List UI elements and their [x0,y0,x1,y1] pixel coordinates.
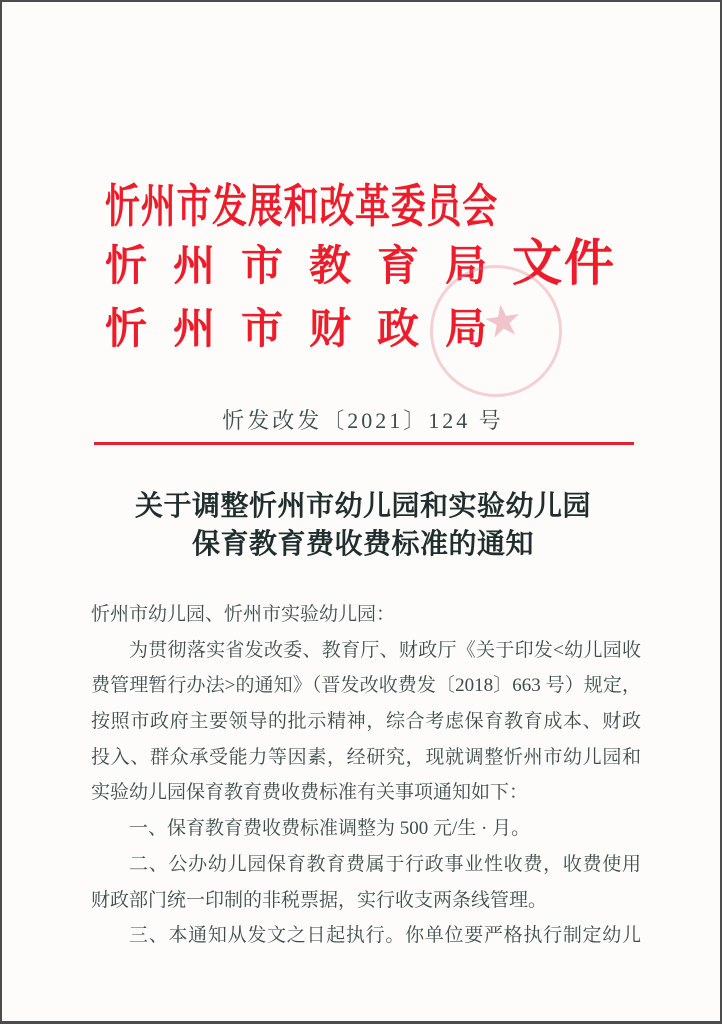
body-text-line: 按照市政府主要领导的批示精神，综合考虑保育教育成本、财政 [91,711,641,733]
body-text-line: 为贯彻落实省发改委、教育厅、财政厅《关于印发<幼儿园收 [129,639,641,661]
letterhead-agency-2: 忻州市教育局 [105,244,487,290]
official-seal-icon [430,265,562,397]
body-text-line: 财政部门统一印制的非税票据，实行收支两条线管理。 [91,889,548,911]
letterhead-doc-type-label: 文件 [512,235,616,291]
document-title-line-1: 关于调整忻州市幼儿园和实验幼儿园 [134,491,591,522]
body-text-line: 一、保育教育费收费标准调整为 500 元/生 · 月。 [129,818,531,840]
body-text-line: 三、本通知从发文之日起执行。你单位要严格执行制定幼儿 [129,925,641,947]
body-text-line: 投入、群众承受能力等因素，经研究，现就调整忻州市幼儿园和 [91,746,641,768]
seal-star-icon: ★ [479,293,526,350]
body-text-line: 实验幼儿园保育教育费收费标准有关事项通知如下： [91,782,529,804]
body-text-line: 二、公办幼儿园保育教育费属于行政事业性收费，收费使用 [129,853,641,875]
letterhead-divider [94,442,634,445]
document-title [2,488,722,564]
body-text-line: 忻州市幼儿园、忻州市实验幼儿园： [91,604,396,625]
letterhead-agency-3: 忻州市财政局 [105,307,487,353]
body-text-line: 费管理暂行办法>的通知》（晋发改收费发〔2018〕663 号）规定， [91,675,641,697]
document-number: 忻发改发〔2021〕124 号 [222,408,504,433]
document-title-line-2: 保育教育费收费标准的通知 [191,529,534,560]
letterhead-agency-1: 忻州市发展和改革委员会 [105,181,498,232]
body-text [91,597,641,954]
